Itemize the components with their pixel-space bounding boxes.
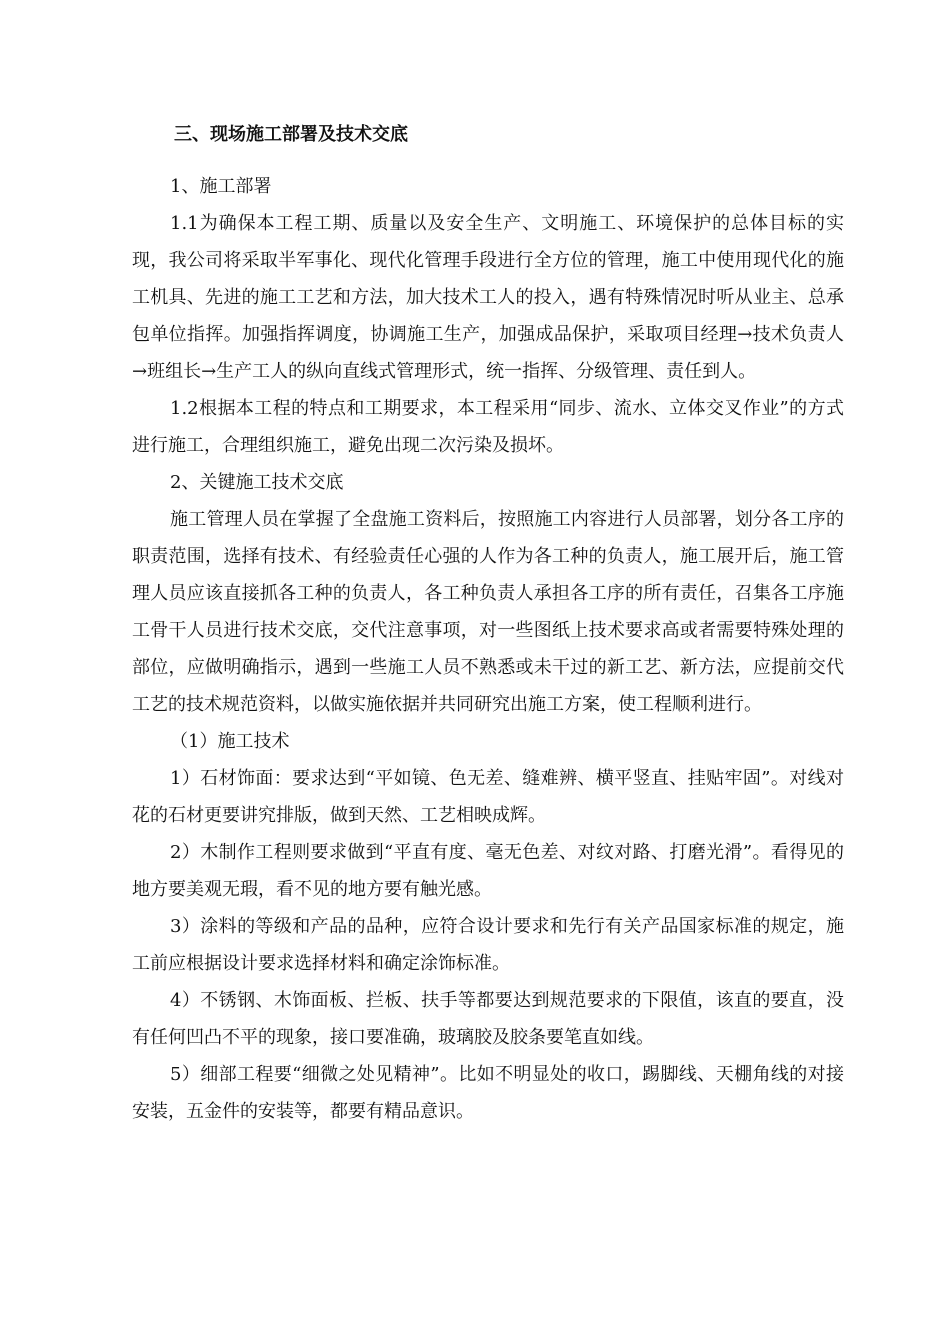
item-heading-construction-tech: （1）施工技术 <box>170 731 290 752</box>
document-body <box>132 118 844 1130</box>
list-item-wood: 2）木制作工程则要求做到“平直有度、毫无色差、对纹对路、打磨光滑”。看得见的地方要美观无瑕，看不见的地方要有触光感。 <box>132 842 844 900</box>
paragraph-1-1: 1.1为确保本工程工期、质量以及安全生产、文明施工、环境保护的总体目标的实现，我公司将采取半军事化、现代化管理手段进行全方位的管理，施工中使用现代化的施工机具、先进的施工工艺和方法，加大技术工人的投入，遇有特殊情况时听从业主、总承包单位指挥。加强指挥调度，协调施工生产，加强成品保护，采取项目经理→技术负责人→班组长→生产工人的纵向直线式管理形式，统一指挥、分级管理、责任到人。 <box>132 213 844 382</box>
paragraph-management: 施工管理人员在掌握了全盘施工资料后，按照施工内容进行人员部署，划分各工序的职责范围，选择有技术、有经验责任心强的人作为各工种的负责人，施工展开后，施工管理人员应该直接抓各工种的负责人，各工种负责人承担各工序的所有责任，召集各工序施工骨干人员进行技术交底，交代注意事项，对一些图纸上技术要求高或者需要特殊处理的部位，应做明确指示，遇到一些施工人员不熟悉或未干过的新工艺、新方法，应提前交代工艺的技术规范资料，以做实施依据并共同研究出施工方案，使工程顺利进行。 <box>132 509 844 715</box>
subsection-heading-deployment: 1、施工部署 <box>170 176 272 197</box>
paragraph-1-2: 1.2根据本工程的特点和工期要求，本工程采用“同步、流水、立体交叉作业”的方式进行施工，合理组织施工，避免出现二次污染及损坏。 <box>132 398 844 456</box>
list-item-paint: 3）涂料的等级和产品的品种，应符合设计要求和先行有关产品国家标准的规定，施工前应根据设计要求选择材料和确定涂饰标准。 <box>132 916 844 974</box>
list-item-steel: 4）不锈钢、木饰面板、拦板、扶手等都要达到规范要求的下限值，该直的要直，没有任何凹凸不平的现象，接口要准确，玻璃胶及胶条要笔直如线。 <box>132 990 844 1048</box>
subsection-heading-key-tech: 2、关键施工技术交底 <box>170 472 344 493</box>
section-title: 三、现场施工部署及技术交底 <box>174 124 408 145</box>
list-item-detail: 5）细部工程要“细微之处见精神”。比如不明显处的收口，踢脚线、天棚角线的对接安装，五金件的安装等，都要有精品意识。 <box>132 1064 844 1122</box>
list-item-stone: 1）石材饰面：要求达到“平如镜、色无差、缝难辨、横平竖直、挂贴牢固”。对线对花的石材更要讲究排版，做到天然、工艺相映成辉。 <box>132 768 844 826</box>
